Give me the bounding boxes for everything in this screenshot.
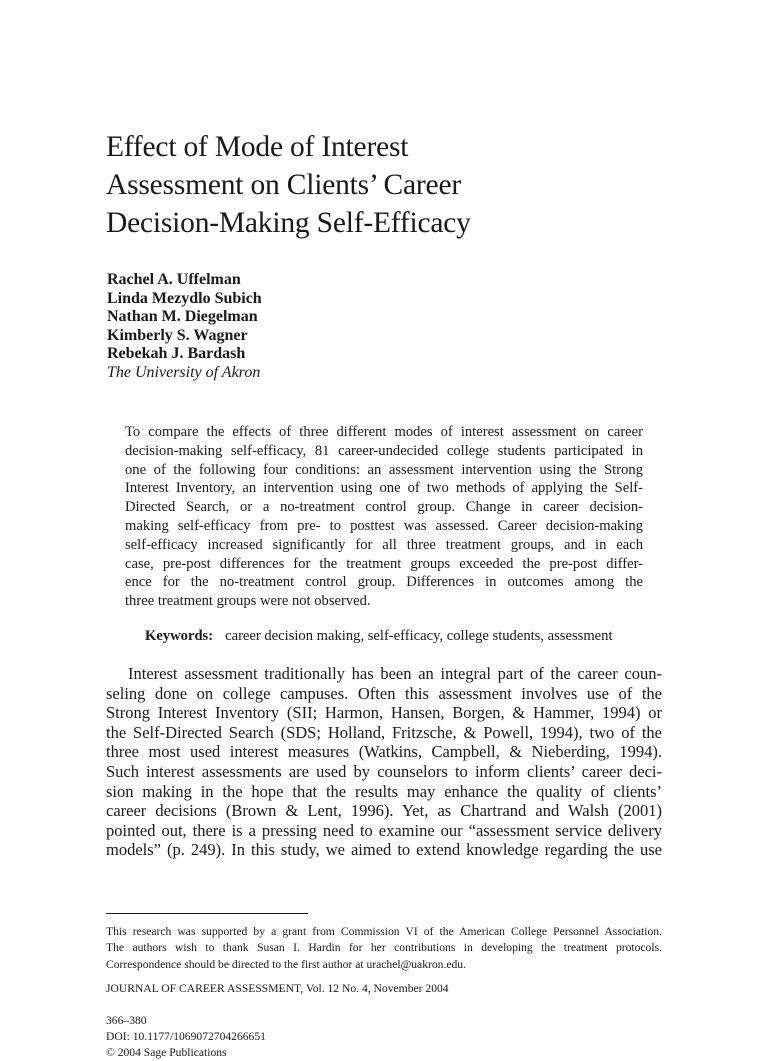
author-list xyxy=(107,271,262,383)
footnote-line: The authors wish to thank Susan I. Hardin for her contributions in developing the treatment protocols. xyxy=(106,941,662,955)
body-line: three most used interest measures (Watkins, Campbell, & Nieberding, 1994). xyxy=(106,742,662,762)
author-name: Rebekah J. Bardash xyxy=(107,345,246,363)
footnote xyxy=(106,924,662,973)
author-name: Linda Mezydlo Subich xyxy=(107,289,262,307)
body-line: Strong Interest Inventory (SII; Harmon, Hansen, Borgen, & Hammer, 1994) or xyxy=(106,703,662,723)
abstract-line: Interest Inventory, an intervention using one of two methods of applying the Self- xyxy=(125,480,643,497)
body-line: sion making in the hope that the results may enhance the quality of clients’ xyxy=(106,781,662,801)
title-line: Assessment on Clients’ Career xyxy=(106,169,461,201)
author-name: Kimberly S. Wagner xyxy=(107,326,248,344)
keywords-label: Keywords: xyxy=(145,628,214,644)
title-line: Decision-Making Self-Efficacy xyxy=(106,207,471,239)
abstract-line: self-efficacy increased significantly for all three treatment groups, and in each xyxy=(125,536,643,553)
journal-doi: DOI: 10.1177/1069072704266651 xyxy=(106,1030,266,1043)
body-line: pointed out, there is a pressing need to examine our “assessment service delivery xyxy=(106,820,662,840)
author-name: Rachel A. Uffelman xyxy=(107,271,241,288)
abstract-line: three treatment groups were not observed. xyxy=(125,593,371,610)
abstract-line: To compare the effects of three different modes of interest assessment on career xyxy=(125,424,643,440)
abstract-line: ence for the no-treatment control group. Differences in outcomes among the xyxy=(125,574,643,591)
abstract-line: decision-making self-efficacy, 81 career-undecided college students participated in xyxy=(125,442,643,459)
keywords xyxy=(145,627,613,646)
abstract xyxy=(125,423,643,611)
body-line: the Self-Directed Search (SDS; Holland, Fritzsche, & Powell, 1994), two of the xyxy=(106,722,662,742)
abstract-line: case, pre-post differences for the treatment groups exceeded the pre-post differ- xyxy=(125,555,643,572)
body-paragraph xyxy=(106,664,662,860)
journal-pages: 366–380 xyxy=(106,1014,147,1027)
footnote-line: Correspondence should be directed to the first author at urachel@uakron.edu. xyxy=(106,957,466,971)
journal-citation: JOURNAL OF CAREER ASSESSMENT, Vol. 12 No. 4, November 2004 xyxy=(106,982,449,995)
footnote-line: This research was supported by a grant from Commission VI of the American College Personnel Association. xyxy=(106,925,662,938)
abstract-line: one of the following four conditions: an assessment intervention using the Strong xyxy=(125,461,643,478)
footnote-divider xyxy=(106,913,308,914)
body-line: Interest assessment traditionally has been an integral part of the career coun- xyxy=(128,664,662,683)
journal-citation-line xyxy=(106,981,449,1029)
author-name: Nathan M. Diegelman xyxy=(107,308,258,326)
body-line: career decisions (Brown & Lent, 1996). Yet, as Chartrand and Walsh (2001) xyxy=(106,801,662,821)
body-line: seling done on college campuses. Often this assessment involves use of the xyxy=(106,683,662,703)
article-title xyxy=(106,128,666,242)
abstract-line: making self-efficacy from pre- to posttest was assessed. Career decision-making xyxy=(125,517,643,534)
keywords-list: career decision making, self-efficacy, college students, assessment xyxy=(225,628,613,644)
journal-info xyxy=(106,981,449,1061)
abstract-line: Directed Search, or a no-treatment control group. Change in career decision- xyxy=(125,499,643,516)
author-affiliation: The University of Akron xyxy=(107,363,261,381)
journal-copyright: © 2004 Sage Publications xyxy=(106,1046,227,1059)
body-line: Such interest assessments are used by counselors to inform clients’ career deci- xyxy=(106,761,662,781)
title-line: Effect of Mode of Interest xyxy=(106,131,409,163)
body-line: models” (p. 249). In this study, we aimed to extend knowledge regarding the use xyxy=(106,840,662,860)
